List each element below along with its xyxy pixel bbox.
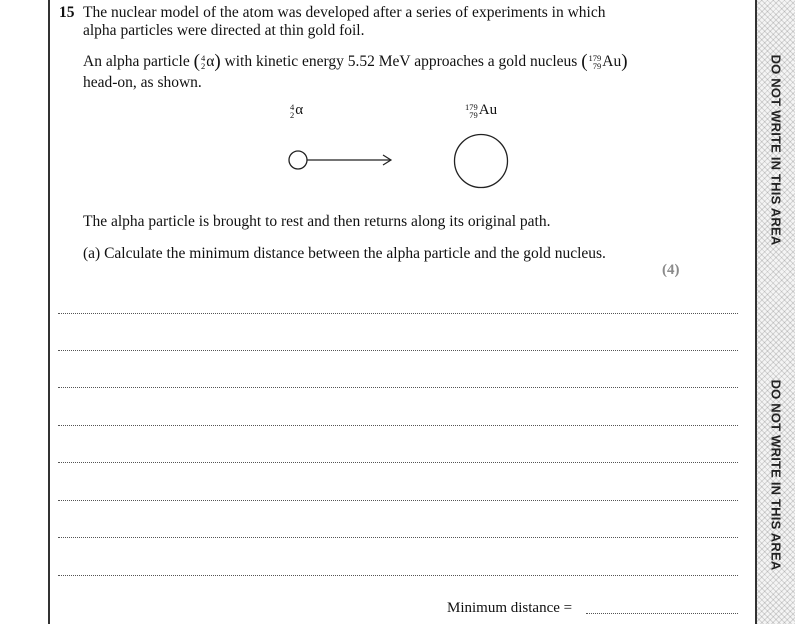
description-line-1: An alpha particle ( 4 2 α) with kinetic energy 5.52 MeV approaches a gold nucleus ( 179 79 Au) — [83, 51, 628, 72]
answer-line-8[interactable] — [58, 575, 738, 576]
answer-line-2[interactable] — [58, 350, 738, 351]
description-part-2: with kinetic energy 5.52 MeV approaches a gold nucleus — [224, 53, 578, 70]
part-a-question: (a) Calculate the minimum distance between the alpha particle and the gold nucleus. — [83, 245, 606, 262]
description-part-1: An alpha particle — [83, 53, 190, 70]
answer-line-4[interactable] — [58, 425, 738, 426]
answer-line-5[interactable] — [58, 462, 738, 463]
side-label-bottom: DO NOT WRITE IN THIS AREA — [768, 379, 784, 571]
answer-line-7[interactable] — [58, 537, 738, 538]
alpha-label: 4 2 α — [290, 101, 304, 120]
answer-line-3[interactable] — [58, 387, 738, 388]
gold-nucleus-circle — [455, 135, 508, 188]
final-answer-line[interactable] — [586, 613, 738, 614]
answer-line-6[interactable] — [58, 500, 738, 501]
side-label-top: DO NOT WRITE IN THIS AREA — [768, 54, 784, 246]
intro-line-1: The nuclear model of the atom was developed after a series of experiments in which — [83, 4, 606, 21]
marks-indicator: (4) — [662, 262, 680, 278]
alpha-symbol-inline: α — [206, 53, 215, 70]
answer-label: Minimum distance = — [447, 600, 573, 616]
gold-nuclide-numbers: 179 79 — [588, 53, 602, 72]
answer-line-1[interactable] — [58, 313, 738, 314]
question-number: 15 — [59, 4, 75, 21]
alpha-nuclide-numbers: 4 2 — [200, 53, 206, 72]
gold-symbol-inline: Au — [602, 53, 622, 70]
intro-line-2: alpha particles were directed at thin gold foil. — [83, 22, 365, 39]
alpha-particle-circle — [289, 151, 307, 169]
description-line-2: head-on, as shown. — [83, 74, 202, 91]
gold-label: 179 79 Au — [465, 101, 498, 120]
statement: The alpha particle is brought to rest and then returns along its original path. — [83, 213, 551, 230]
